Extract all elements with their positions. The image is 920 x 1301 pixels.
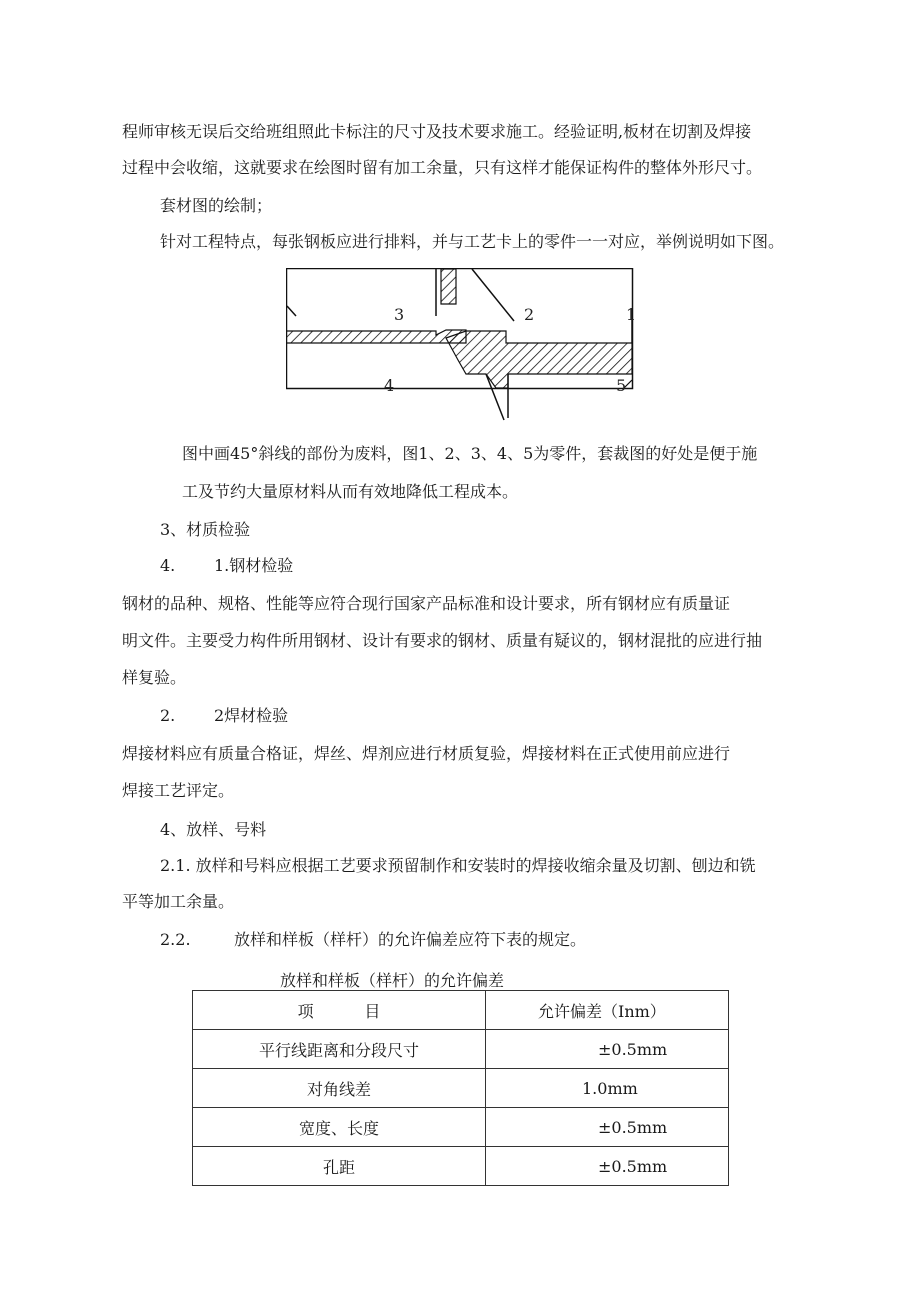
section-heading: 2焊材检验 (214, 706, 289, 725)
table-caption: 放样和样板（样杆）的允许偏差 (280, 971, 505, 990)
paragraph-line: 钢材的品种、规格、性能等应符合现行国家产品标准和设计要求，所有钢材应有质量证 (122, 594, 731, 613)
paragraph-line: 2.1. 放样和号料应根据工艺要求预留制作和安装时的焊接收缩余量及切割、刨边和铣 (160, 856, 756, 875)
header-tolerance (486, 991, 729, 1030)
paragraph-line: 明文件。主要受力构件所用钢材、设计有要求的钢材、质量有疑议的，钢材混批的应进行抽 (122, 631, 763, 650)
table-row (193, 1069, 729, 1108)
scrap-wedge (446, 331, 632, 388)
row-item: 平行线距离和分段尺寸 (193, 1030, 486, 1069)
scrap-slot (441, 269, 456, 304)
tolerance-table (192, 990, 729, 1186)
heading-nesting-drawing: 套材图的绘制； (160, 196, 273, 215)
paragraph-line: 过程中会收缩，这就要求在绘图时留有加工余量，只有这样才能保证构件的整体外形尺寸。 (122, 158, 763, 177)
paragraph-line: 焊接材料应有质量合格证，焊丝、焊剂应进行材质复验，焊接材料在正式使用前应进行 (122, 744, 731, 763)
diagram-caption: 工及节约大量原材料从而有效地降低工程成本。 (182, 482, 519, 501)
cut-line (287, 306, 296, 316)
table-header-row (193, 991, 729, 1030)
section-number: 2.2. (160, 930, 191, 949)
paragraph-line: 针对工程特点，每张钢板应进行排料，并与工艺卡上的零件一一对应，举例说明如下图。 (160, 232, 785, 251)
paragraph-line: 放样和样板（样杆）的允许偏差应符下表的规定。 (234, 930, 587, 949)
section-heading: 1.钢材检验 (214, 556, 294, 575)
diagram-caption: 图中画45°斜线的部份为废料，图1、2、3、4、5为零件，套裁图的好处是便于施 (182, 444, 758, 463)
header-tolerance-label: 允许偏差（Inm） (538, 1001, 666, 1021)
section-heading: 3、材质检验 (160, 520, 251, 539)
nesting-diagram (286, 268, 636, 423)
scrap-strip-left (286, 330, 466, 343)
part-label-2: 2 (524, 305, 535, 324)
section-heading: 4、放样、号料 (160, 820, 267, 839)
row-value (486, 1069, 729, 1108)
paragraph-line: 样复验。 (122, 668, 187, 687)
row-value-text: 1.0mm (582, 1078, 638, 1098)
part-label-4: 4 (384, 376, 395, 395)
row-value (486, 1108, 729, 1147)
row-item: 孔距 (193, 1147, 486, 1186)
row-value (486, 1030, 729, 1069)
row-value-text: ±0.5mm (598, 1117, 668, 1137)
part-label-5: 5 (616, 376, 627, 395)
paragraph-line: 程师审核无误后交给班组照此卡标注的尺寸及技术要求施工。经验证明,板材在切割及焊接 (122, 122, 752, 141)
row-value-text: ±0.5mm (598, 1039, 668, 1059)
table-row (193, 1108, 729, 1147)
paragraph-line: 焊接工艺评定。 (122, 781, 235, 800)
row-item: 宽度、长度 (193, 1108, 486, 1147)
row-value (486, 1147, 729, 1186)
section-number: 4. (160, 556, 176, 575)
row-item: 对角线差 (193, 1069, 486, 1108)
part-label-3: 3 (394, 305, 405, 324)
header-item: 项 目 (193, 991, 486, 1030)
row-value-text: ±0.5mm (598, 1156, 668, 1176)
part-label-1: 1 (626, 305, 636, 324)
paragraph-line: 平等加工余量。 (122, 892, 235, 911)
table-row (193, 1030, 729, 1069)
cut-line (472, 269, 514, 321)
table-row (193, 1147, 729, 1186)
section-number: 2. (160, 706, 176, 725)
